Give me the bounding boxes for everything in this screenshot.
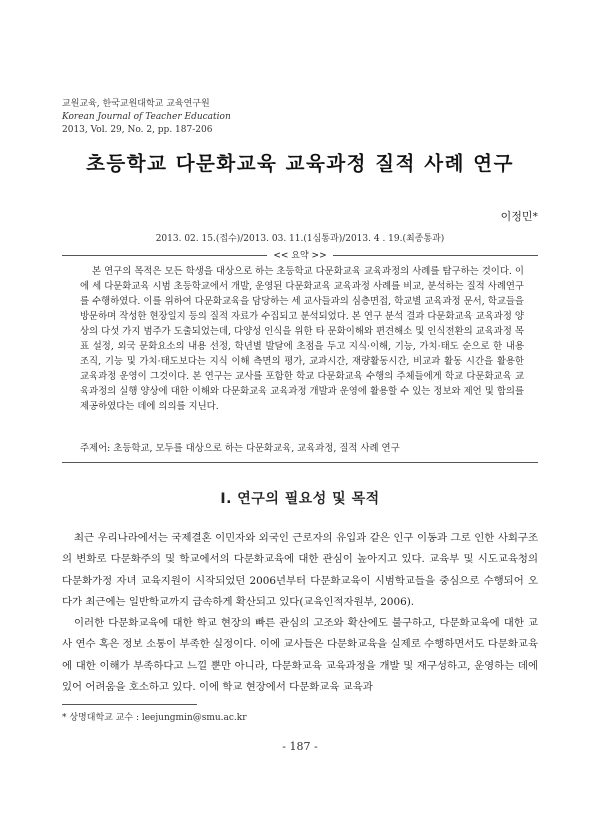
body-paragraph: 최근 우리나라에서는 국제결혼 이민자와 외국인 근로자의 유입과 같은 인구 이동과 그로 인한 사회구조의 변화로 다문화주의 및 학교에서의 다문화교육에 대한 관심이 높아지고 있다. 교육부 및 시도교육청의 다문화가정 자녀 교육지원이 시작되었던 2006년부터 다문화교육이 시범학교들을 중심으로 수행되어 오다가 최근에는 일반학교까지 급속하게 확산되고 있다(교육인적자원부, 2006). [62,532,538,608]
abstract-header [62,248,538,262]
abstract-text: 본 연구의 목적은 모든 학생을 대상으로 하는 초등학교 다문화교육 교육과정의 사례를 탐구하는 것이다. 이에 세 다문화교육 시범 초등학교에서 개발, 운영된 다문화교육 교육과정 사례를 비교, 분석하는 질적 사례연구를 수행하였다. 이를 위하여 다문화교육을 담당하는 세 교사들과의 심층면접, 학교별 교육과정 문서, 학교들을 방문하며 작성한 현장일지 등의 질적 자료가 수집되고 분석되었다. 본 연구 분석 결과 다문화교육 교육과정 양상의 다섯 가지 범주가 도출되었는데, 다양성 인식을 위한 타 문화이해와 편견해소 및 인식전환의 교육과정 목표 설정, 외국 문화요소의 내용 선정, 학년별 발달에 초점을 두고 지식·이해, 기능, 가치·태도 순으로 한 내용 조직, 기능 및 가치·태도보다는 지식 이해 측면의 평가, 교과시간, 재량활동시간, 비교과 활동 시간을 활용한 교육과정 운영이 그것이다. 본 연구는 교사를 포함한 학교 다문화교육 수행의 주체들에게 학교 다문화교육 교육과정의 실행 양상에 대한 이해와 다문화교육 교육과정 개발과 운영에 활용할 수 있는 정보와 제언 및 합의를 제공하였다는 데에 의의를 지닌다. [80,266,524,412]
abstract-heading: << 요약 >> [273,251,327,261]
journal-publisher: 교원교육, 한국교원대학교 교육연구원 [62,99,210,109]
keywords: 주제어: 초등학교, 모두를 대상으로 하는 다문화교육, 교육과정, 질적 사례 연구 [80,443,400,454]
journal-english-name: Korean Journal of Teacher Education [62,112,231,122]
author-name: 이정민* [500,210,538,223]
footnote: * 상명대학교 교수 : leejungmin@smu.ac.kr [62,713,247,723]
footnote-rule [62,704,197,705]
paper-title: 초등학교 다문화교육 교육과정 질적 사례 연구 [86,152,514,175]
journal-info [62,98,231,137]
review-dates: 2013. 02. 15.(접수)/2013. 03. 11.(1심통과)/2013. 4 . 19.(최종통과) [155,234,445,244]
abstract-rule-right [333,255,538,256]
body-paragraph: 이러한 다문화교육에 대한 학교 현장의 빠른 관심의 고조와 확산에도 불구하고, 다문화교육에 대한 교사 연수 혹은 정보 소통이 부족한 실정이다. 이에 교사들은 다문화교육을 실제로 수행하면서도 다문화교육에 대한 이해가 부족하다고 느낄 뿐만 아니라, 다문화교육 교육과정을 개발 및 재구성하고, 운영하는 데에 있어 어려움을 호소하고 있다. 이에 학교 현장에서 다문화교육 교육과 [62,617,538,694]
section-title: I. 연구의 필요성 및 목적 [220,491,380,507]
body-text [62,528,538,698]
journal-volume: 2013, Vol. 29, No. 2, pp. 187-206 [62,125,213,135]
abstract-bottom-rule [62,462,538,463]
page-number: - 187 - [282,740,318,753]
